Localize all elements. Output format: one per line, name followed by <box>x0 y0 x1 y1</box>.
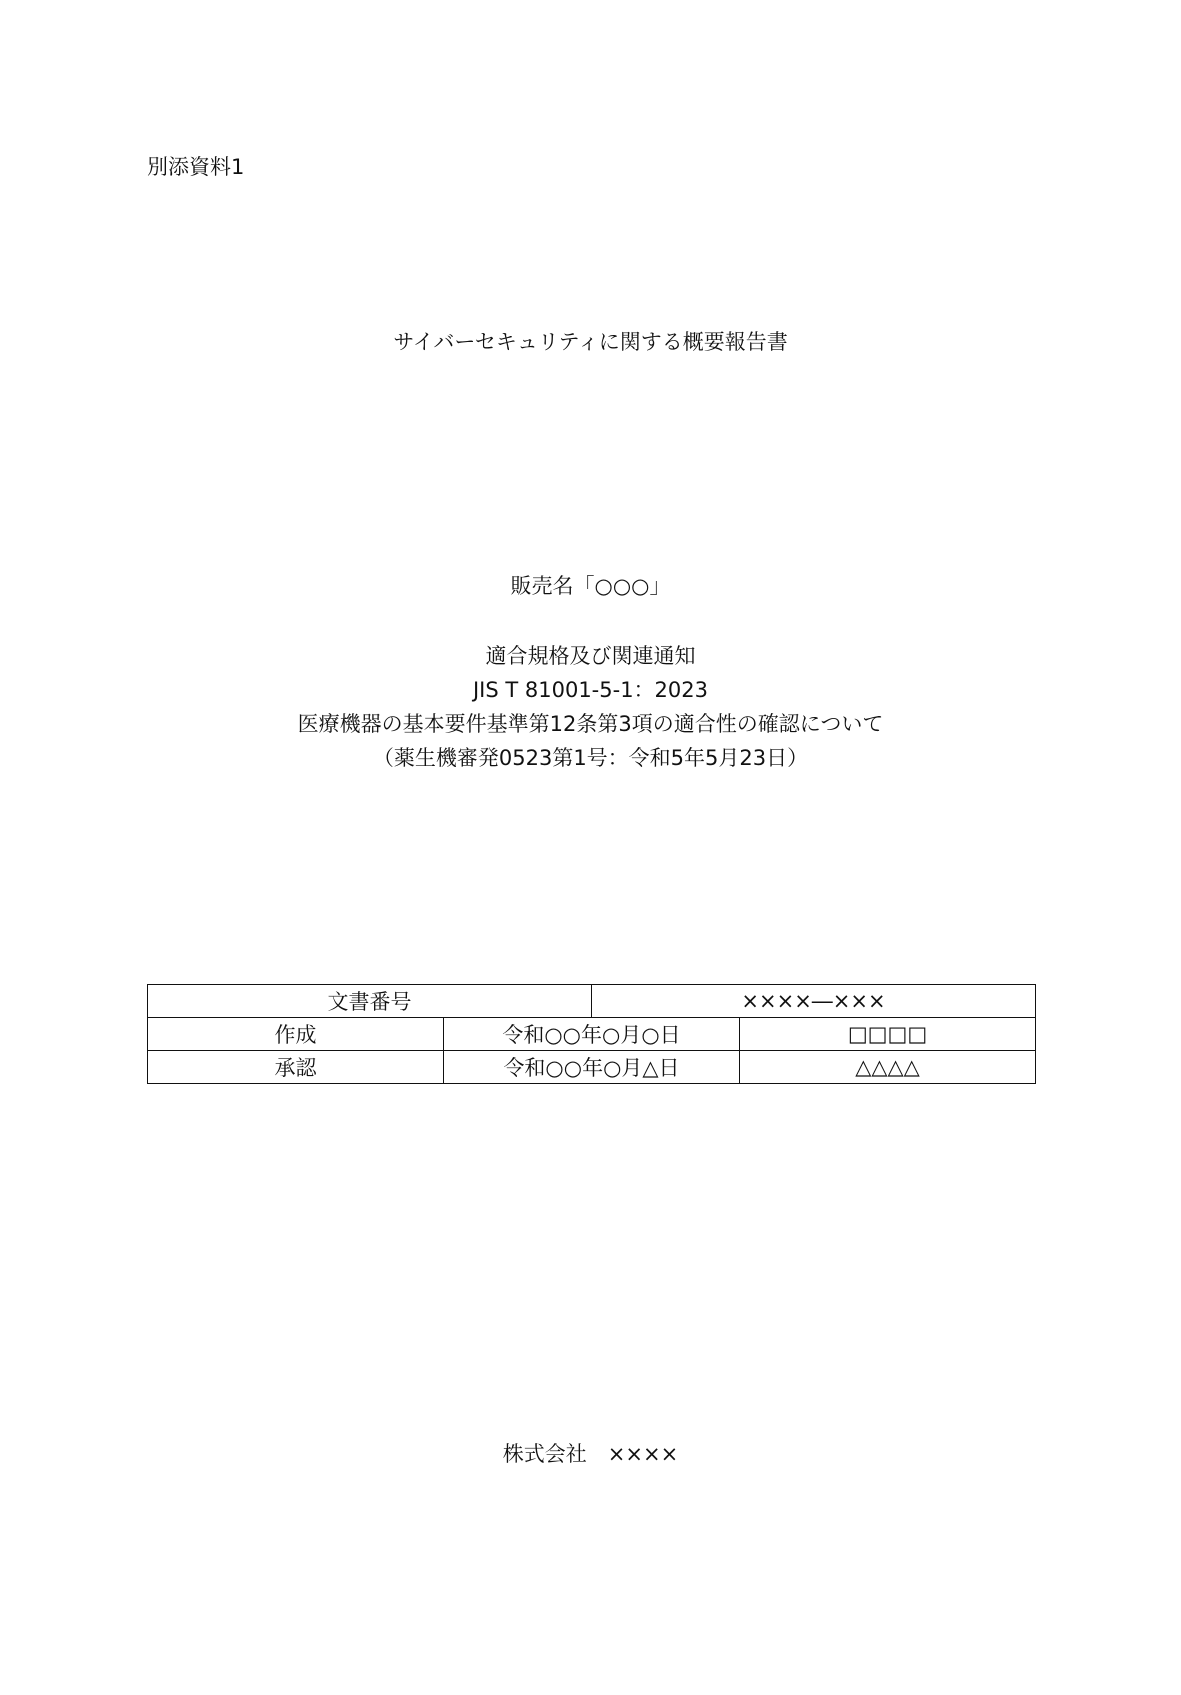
created-label: 作成 <box>148 1018 444 1051</box>
product-name: 販売名「○○○」 <box>510 574 671 598</box>
document-control-table <box>147 984 1036 1084</box>
created-by: □□□□ <box>740 1018 1036 1051</box>
table-row <box>148 1051 1036 1084</box>
document-number-value: ××××―××× <box>592 985 1036 1018</box>
standards-block <box>0 639 1181 775</box>
report-title: サイバーセキュリティに関する概要報告書 <box>393 330 788 354</box>
company-name: 株式会社 ×××× <box>502 1442 679 1466</box>
standards-heading: 適合規格及び関連通知 <box>485 644 696 668</box>
table-row <box>148 1018 1036 1051</box>
approved-label: 承認 <box>148 1051 444 1084</box>
table-row <box>148 985 1036 1018</box>
created-date: 令和○○年○月○日 <box>444 1018 740 1051</box>
document-number-label: 文書番号 <box>148 985 592 1018</box>
notice-title: 医療機器の基本要件基準第12条第3項の適合性の確認について <box>297 712 884 736</box>
attachment-label: 別添資料1 <box>147 155 245 179</box>
approved-date: 令和○○年○月△日 <box>444 1051 740 1084</box>
jis-standard: JIS T 81001-5-1：2023 <box>472 678 709 702</box>
approved-by: △△△△ <box>740 1051 1036 1084</box>
notice-reference: （薬生機審発0523第1号：令和5年5月23日） <box>372 746 809 770</box>
